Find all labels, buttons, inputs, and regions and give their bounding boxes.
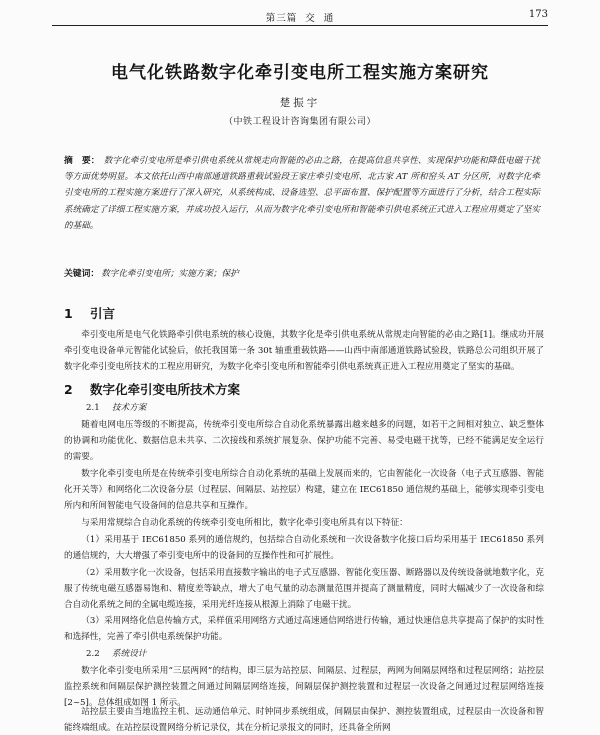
keywords-text: 数字化牵引变电所；实施方案；保护 xyxy=(101,269,239,279)
page-number: 173 xyxy=(528,9,548,20)
paragraph: 数字化牵引变电所是在传统牵引变电所综合自动化系统的基础上发展而来的，它由智能化一次设备（电子式互感器、智能化开关等）和网络化二次设备分层（过程层、间隔层、站控层）构建，建立在 IEC61850 通信规约基础上，能够实现牵引变电所内和所间智能电气设备间的信息共享和互操作。 xyxy=(64,469,544,512)
subsection-number: 2.2 xyxy=(86,649,100,659)
subsection-title: 系统设计 xyxy=(112,649,147,659)
abstract-text: 数字化牵引变电所是牵引供电系统从常规走向智能的必由之路，在提高信息共享性、实现保护功能和降低电磁干扰等方面优势明显。本文依托山西中南部通道铁路重载试验段王家庄牵引变电所、北古家 AT 所和窑头 AT 分区所，对数字化牵引变电所的工程实施方案进行了深入研究，从系统构成、设备选型、总平面布置、保护配置等方面进行了分析，结合工程实际系统确定了详细工程实施方案，并成功投入运行，从而为数字化牵引变电所和智能牵引供电系统正式进入工程应用奠定了坚实的基础。 xyxy=(64,156,540,231)
paragraph: 牵引变电所是电气化铁路牵引供电系统的核心设施，其数字化是牵引供电系统从常规走向智能的必由之路[1]。继成功开展牵引变电设备单元智能化试验后，依托我国第一条 30t 轴重重载铁路——山西中南部通道铁路试验段，铁路总公司组织开展了数字化牵引变电所技术的工程应用研究，为数字化牵引变电所和智能牵引供电系统真正进入工程应用奠定了坚实的基础。 xyxy=(64,330,544,373)
section-number: 2 xyxy=(64,382,73,397)
author-affiliation: （中铁工程设计咨询集团有限公司） xyxy=(223,117,376,127)
section-heading-1 xyxy=(64,304,115,322)
running-head-title xyxy=(52,10,548,24)
author-name: 楚振宇 xyxy=(279,97,321,109)
paragraph: 站控层主要由当地监控主机、远动通信单元、时钟同步系统组成，间隔层由保护、测控装置组成，过程层由一次设备和智能终端组成。在站控层设置网络分析记录仪，其在分析记录报文的同时，还具备全所网 xyxy=(64,707,544,734)
paragraph: （2）采用数字化一次设备，包括采用直接数字输出的电子式互感器、智能化变压器、断路器以及传统设备就地数字化，克服了传统电磁互感器易饱和、精度差等缺点，增大了电气量的动态测量范围并提高了测量精度，同时大幅减少了一次设备和综合自动化系统之间的全属电缆连接，采用光纤连接从根源上消除了电磁干扰。 xyxy=(64,568,544,611)
running-head-category: 交 xyxy=(305,13,316,24)
keywords-label: 关键词： xyxy=(64,269,100,279)
subsection-title: 技术方案 xyxy=(112,403,147,413)
section-number: 1 xyxy=(64,306,73,321)
section-title: 引言 xyxy=(90,306,116,321)
section-title: 数字化牵引变电所技术方案 xyxy=(90,382,241,397)
paragraph: 与采用常规综合自动化系统的传统牵引变电所相比，数字化牵引变电所具有以下特征： xyxy=(81,518,408,528)
running-header xyxy=(52,8,548,26)
section-heading-2 xyxy=(64,380,240,398)
paragraph: （1）采用基于 IEC61850 系列的通信规约，包括综合自动化系统和一次设备数字化接口后均采用基于 IEC61850 系列的通信规约，大大增强了牵引变电所中的设备间的互操作性和可扩展性。 xyxy=(64,535,544,562)
paper-title: 电气化铁路数字化牵引变电所工程实施方案研究 xyxy=(111,63,489,83)
running-head-category2: 通 xyxy=(323,13,335,24)
subsection-heading-2-2 xyxy=(86,647,146,659)
paragraph: 数字化牵引变电所采用“三层两网”的结构，即三层为站控层、间隔层、过程层，两网为间隔层网络和过程层网络；站控层监控系统和间隔层保护测控装置之间通过间隔层网络连接，间隔层保护测控装置和过程层一次设备之间通过过程层网络连接[2~5]。总体组成如图 1 所示。 xyxy=(64,666,544,709)
paragraph: 随着电网电压等级的不断提高，传统牵引变电所综合自动化系统暴露出越来越多的问题，如若干之间相对独立、缺乏整体的协调和功能优化、数据信息未共享、二次接线和系统扩展复杂、保护功能不完善、易受电磁干扰等，已经不能满足安全运行的需要。 xyxy=(64,420,544,463)
subsection-heading-2-1 xyxy=(86,401,146,413)
abstract xyxy=(64,153,540,234)
running-head-section: 第三篇 xyxy=(265,13,298,24)
keywords xyxy=(64,267,540,281)
subsection-number: 2.1 xyxy=(86,403,100,413)
abstract-label: 摘 要： xyxy=(64,156,100,166)
paragraph: （3）采用网络化信息传输方式，采样值采用网络方式通过高速通信网络进行传输，通过快速信息共享提高了保护的实时性和选择性，完善了牵引供电系统保护功能。 xyxy=(64,616,544,643)
